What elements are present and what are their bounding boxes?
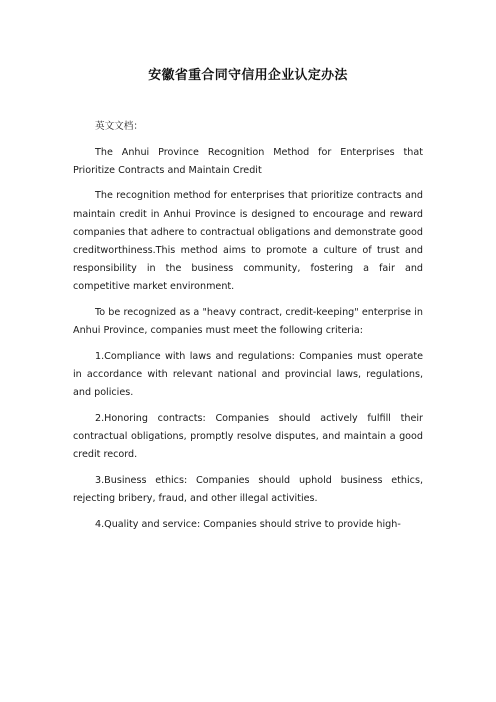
paragraph-criterion-2: 2.Honoring contracts: Companies should actively fulfill their contractual obligations, promptly resolve disputes, and maintain a good credit record. <box>73 412 423 461</box>
english-label: 英文文档： <box>95 121 143 132</box>
paragraph-criterion-4: 4.Quality and service: Companies should strive to provide high- <box>95 518 401 530</box>
paragraph-criterion-3: 3.Business ethics: Companies should uphold business ethics, rejecting bribery, fraud, and other illegal activities. <box>73 474 423 504</box>
document-body <box>73 118 423 541</box>
document-title: 安徽省重合同守信用企业认定办法 <box>148 68 348 83</box>
paragraph-criteria-intro: To be recognized as a "heavy contract, credit-keeping" enterprise in Anhui Province, companies must meet the following criteria: <box>73 307 423 337</box>
paragraph-criterion-1: 1.Compliance with laws and regulations: Companies must operate in accordance with relevant national and provincial laws, regulations, and policies. <box>73 350 423 399</box>
paragraph-intro: The recognition method for enterprises that prioritize contracts and maintain credit in Anhui Province is designed to encourage and reward companies that adhere to contractual obligations and demonstrate good creditworthiness.This method aims to promote a culture of trust and responsibility in the business community, fostering a fair and competitive market environment. <box>73 190 423 293</box>
paragraph-english-title: The Anhui Province Recognition Method for Enterprises that Prioritize Contracts and Maintain Credit <box>73 146 423 176</box>
